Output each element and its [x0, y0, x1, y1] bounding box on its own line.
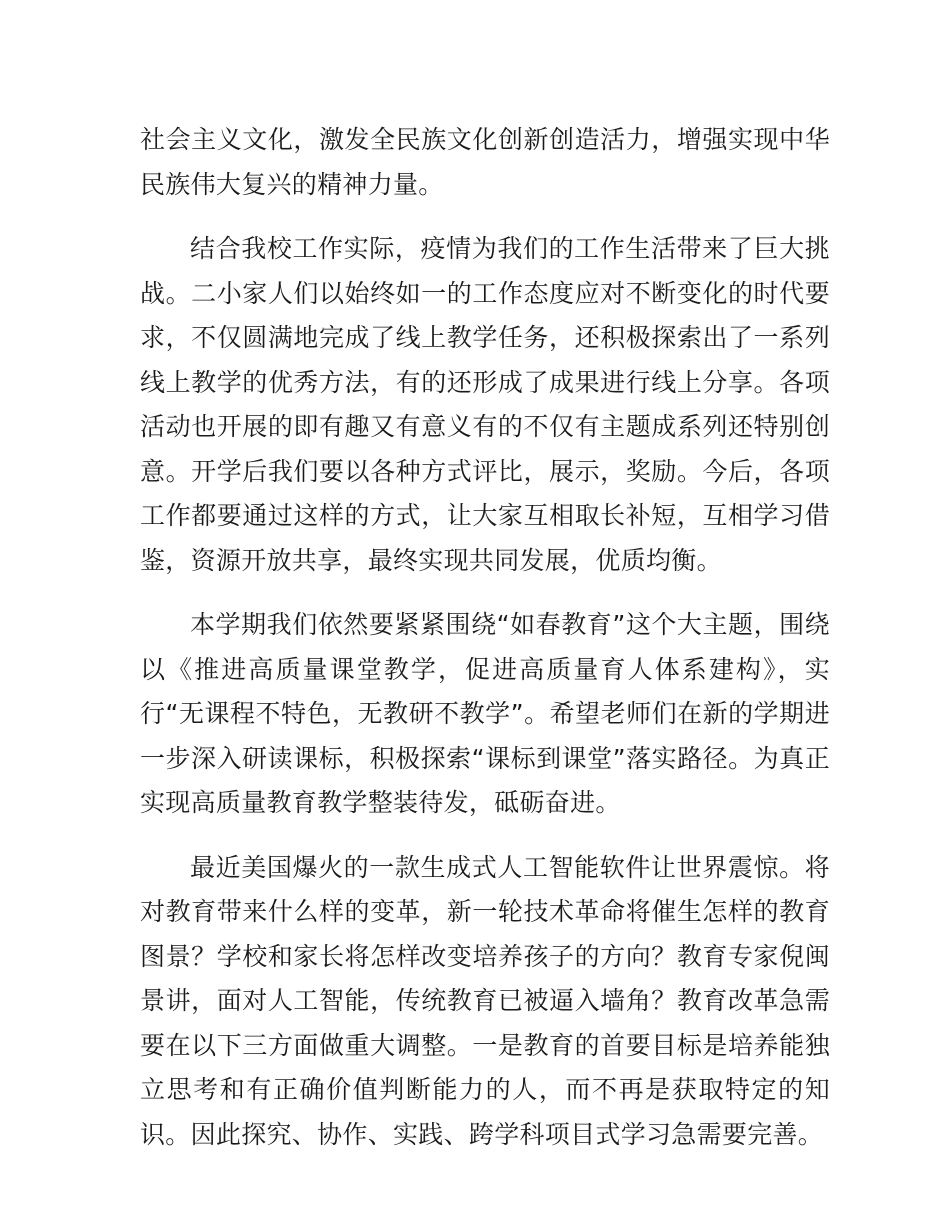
paragraph-1: 社会主义文化，激发全民族文化创新创造活力，增强实现中华民族伟大复兴的精神力量。	[140, 125, 830, 199]
paragraph-4: 最近美国爆火的一款生成式人工智能软件让世界震惊。将对教育带来什么样的变革，新一轮技术革命将催生怎样的教育图景？学校和家长将怎样改变培养孩子的方向？教育专家倪闽景讲，面对人工智能，传统教育已被逼入墙角？教育改革急需要在以下三方面做重大调整。一是教育的首要目标是培养能独立思考和有正确价值判断能力的人，而不再是获取特定的知识。因此探究、协作、实践、跨学科项目式学习急需要完善。	[140, 852, 830, 1149]
document-body	[140, 118, 830, 1177]
paragraph-3: 本学期我们依然要紧紧围绕“如春教育”这个大主题，围绕以《推进高质量课堂教学，促进高质量育人体系建构》，实行“无课程不特色，无教研不教学”。希望老师们在新的学期进一步深入研读课标，积极探索“课标到课堂”落实路径。为真正实现高质量教育教学整装待发，砥砺奋进。	[140, 610, 830, 817]
paragraph-2: 结合我校工作实际，疫情为我们的工作生活带来了巨大挑战。二小家人们以始终如一的工作态度应对不断变化的时代要求，不仅圆满地完成了线上教学任务，还积极探索出了一系列线上教学的优秀方法，有的还形成了成果进行线上分享。各项活动也开展的即有趣又有意义有的不仅有主题成系列还特别创意。开学后我们要以各种方式评比，展示，奖励。今后，各项工作都要通过这样的方式，让大家互相取长补短，互相学习借鉴，资源开放共享，最终实现共同发展，优质均衡。	[140, 234, 830, 575]
